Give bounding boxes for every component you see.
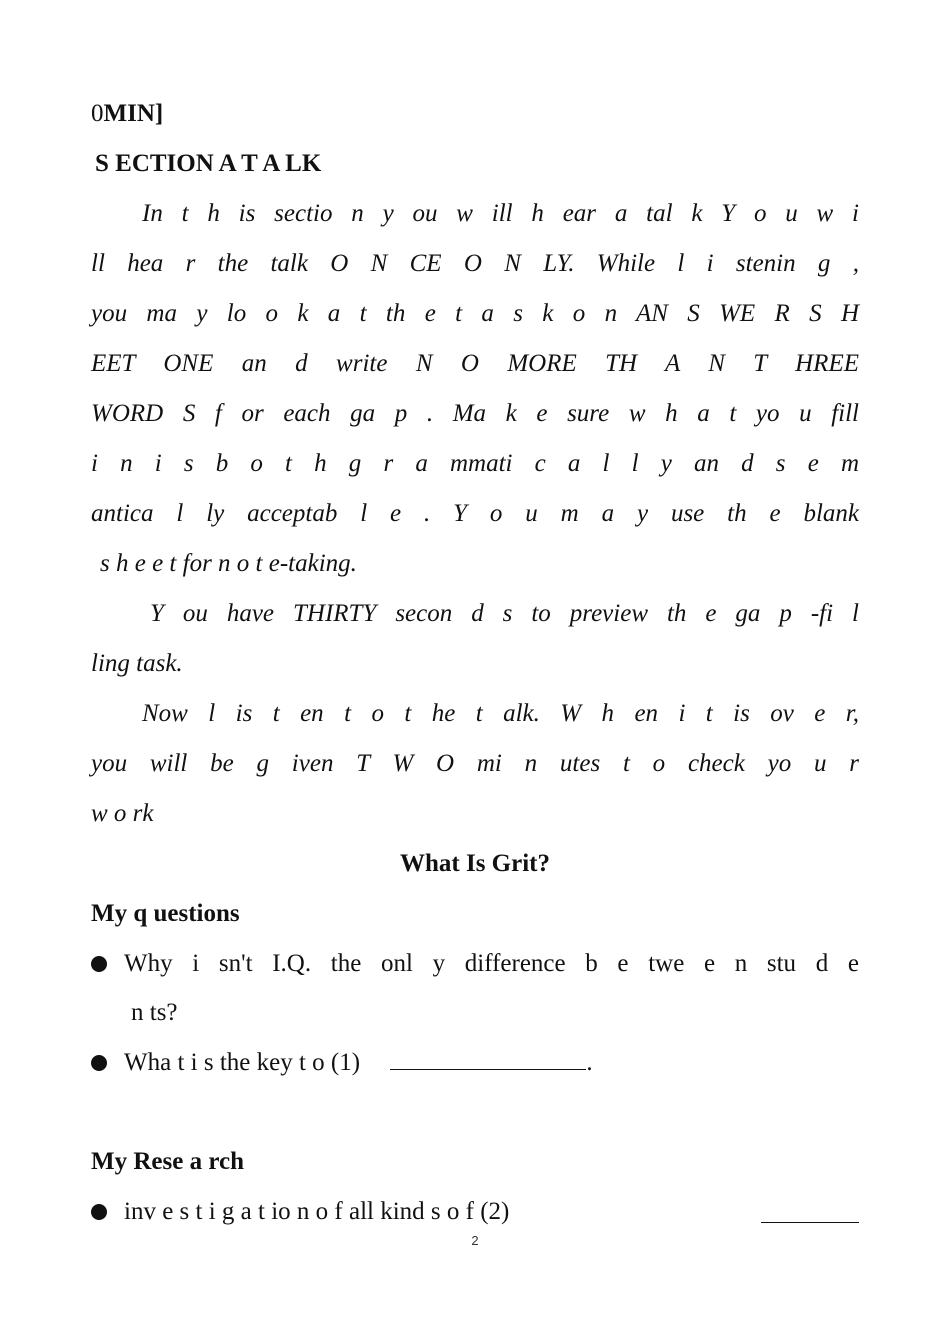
page-number: 2 <box>471 1233 479 1248</box>
instruction-line: WORD S f or each ga p . Ma k e sure w h a t yo u fill <box>91 400 859 427</box>
research-text: inv e s t i g a t io n o f all kind s o f (2) <box>124 1198 510 1225</box>
bullet-dot-icon <box>91 1204 107 1220</box>
instruction-line: you ma y lo o k a t th e t a s k o n AN S WE R S H <box>91 300 859 327</box>
header-label: MIN] <box>103 100 164 127</box>
instruction-line: EET ONE an d write N O MORE TH A N T HREE <box>91 350 859 377</box>
instruction-line: s h e e t for n o t e-taking. <box>100 550 357 577</box>
instruction-line: antica l ly acceptab l e . Y o u m a y use th e blank <box>91 500 859 527</box>
question-text: Why i sn't I.Q. the onl y difference b e twe e n stu d e <box>124 950 859 977</box>
question-text: Wha t i s the key t o (1) <box>124 1049 361 1076</box>
instruction-line: Now l is t en t o t he t alk. W h en i t is ov e r, <box>142 700 859 727</box>
section-header <box>91 98 859 130</box>
bullet-dot-icon <box>91 956 107 972</box>
instruction-line: In t h is sectio n y ou w ill h ear a tal k Y o u w i <box>142 200 859 227</box>
talk-title: What Is Grit? <box>400 850 550 877</box>
question-end-period: . <box>586 1049 593 1076</box>
instruction-line: you will be g iven T W O mi n utes t o check yo u r <box>91 750 859 777</box>
instruction-line: ling task. <box>91 650 183 677</box>
header-prefix: 0 <box>91 100 104 127</box>
my-research-heading: My Rese a rch <box>91 1148 244 1175</box>
instruction-line: i n i s b o t h g r a mmati c a l l y an d s e m <box>91 450 859 477</box>
question-text-continued: n ts? <box>131 999 178 1026</box>
instruction-line: w o rk <box>91 800 154 827</box>
answer-blank-2[interactable] <box>761 1200 859 1223</box>
research-gap-line <box>124 1196 859 1228</box>
section-title: S ECTION A T A LK <box>95 150 322 177</box>
instruction-line: ll hea r the talk O N CE O N LY. While l i stenin g , <box>91 250 859 277</box>
answer-blank-1[interactable] <box>390 1047 586 1070</box>
bullet-dot-icon <box>91 1055 107 1071</box>
my-questions-heading: My q uestions <box>91 900 240 927</box>
question-gap-line <box>124 1047 859 1079</box>
instruction-line: Y ou have THIRTY secon d s to preview th e ga p -fi l <box>150 600 859 627</box>
